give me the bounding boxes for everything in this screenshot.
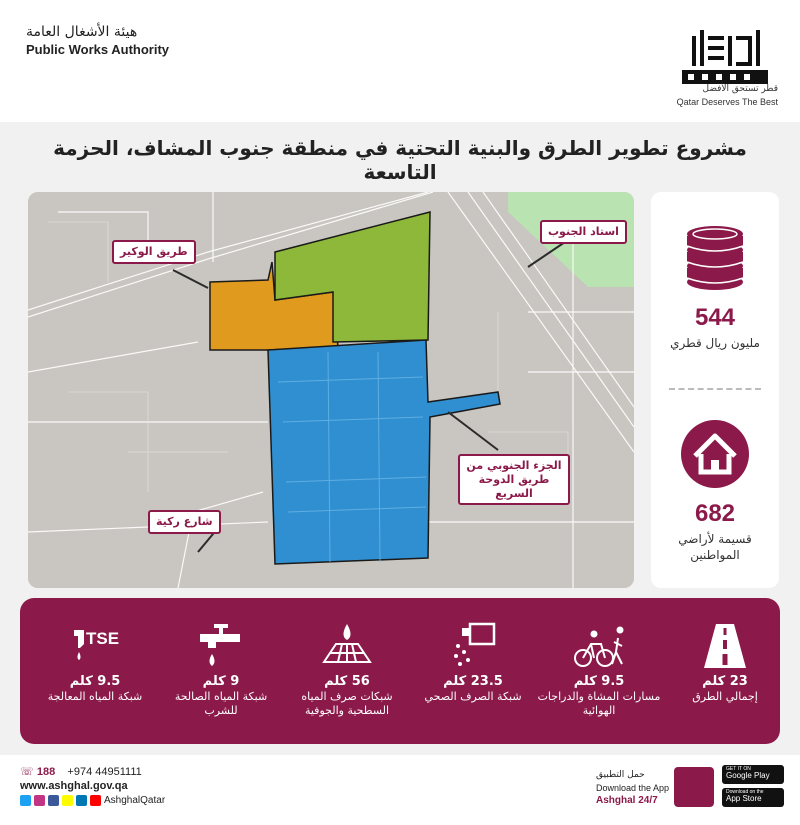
label-doha-expressway: الجزء الجنوبي من طريق الدوحة السريع [458,454,570,505]
linkedin-icon[interactable] [76,795,87,806]
app-store-small: Download on the [726,789,764,795]
ashghal-app-icon[interactable] [674,767,714,807]
youtube-icon[interactable] [90,795,101,806]
facebook-icon[interactable] [48,795,59,806]
feature-value: 56 كلم [324,674,370,689]
app-store-label: App Store [726,794,762,803]
website-link[interactable]: www.ashghal.gov.qa [20,780,128,792]
app-name: Ashghal 24/7 [596,795,658,806]
project-map [28,192,634,588]
features-band [20,598,780,744]
tagline-en: Qatar Deserves The Best [676,97,778,107]
feature-potable-water [158,598,284,744]
label-wakra-road: طريق الوكير [112,240,196,264]
phone-icon: ☏ [20,766,34,778]
feature-label: مسارات المشاة والدراجات الهوائية [537,690,661,718]
feature-walk-cycle [536,598,662,744]
twitter-icon[interactable] [20,795,31,806]
label-stadium: استاد الجنوب [540,220,627,244]
footer [0,755,800,825]
feature-value: 23.5 كلم [443,674,503,689]
tagline-ar: قطر تستحق الأفضل [702,84,778,94]
authority-name-en: Public Works Authority [26,42,170,57]
drainage-icon [322,622,372,670]
water-tap-icon [196,622,246,670]
google-play-small: GET IT ON [726,766,751,772]
google-play-label: Google Play [726,771,770,780]
feature-label: إجمالي الطرق [692,690,758,703]
header [0,0,800,122]
feature-tse [32,598,158,744]
page-title: مشروع تطوير الطرق والبنية التحتية في منطقة جنوب المشاف، الحزمة التاسعة [53,136,747,184]
tse-icon-text: TSE [86,629,120,648]
coins-icon [679,224,751,294]
google-play-button[interactable] [722,765,784,784]
social-links [20,795,165,806]
feature-roads [662,598,788,744]
download-label-en: Download the App [596,783,670,793]
feature-label: شبكات صرف المياه السطحية والجوفية [301,690,393,718]
hotline[interactable]: 188 [36,766,56,778]
snapchat-icon[interactable] [62,795,73,806]
feature-label: شبكة الصرف الصحي [424,690,522,703]
plots-label: قسيمة لأراضي المواطنين [678,532,752,562]
feature-value: 9 كلم [202,674,240,689]
feature-value: 9.5 كلم [69,674,121,689]
feature-value: 9.5 كلم [573,674,625,689]
stats-panel [651,192,779,588]
plots-value: 682 [694,500,736,527]
feature-label: شبكة المياه الصالحة للشرب [174,690,268,718]
social-handle: AshghalQatar [104,795,166,806]
feature-sewage [410,598,536,744]
feature-label: شبكة المياه المعالجة [47,690,143,703]
app-store-button[interactable] [722,788,784,807]
label-rakiya-street: شارع ركية [148,510,221,534]
instagram-icon[interactable] [34,795,45,806]
ashghal-logo-icon [670,22,780,108]
tse-tap-icon [70,622,120,670]
stats-divider [669,388,761,390]
authority-name-ar: هيئة الأشغال العامة [26,24,138,40]
road-icon [700,622,750,670]
cost-value: 544 [694,304,736,331]
phone-number[interactable]: +974 44951111 [67,766,142,778]
contact-phones [20,765,142,778]
feature-drainage [284,598,410,744]
sewage-pipe-icon [448,622,498,670]
cost-label: مليون ريال قطري [670,336,760,350]
bike-walk-icon [574,622,630,670]
house-icon [681,420,749,488]
feature-value: 23 كلم [702,674,748,689]
download-label-ar: حمل التطبيق [596,770,645,780]
